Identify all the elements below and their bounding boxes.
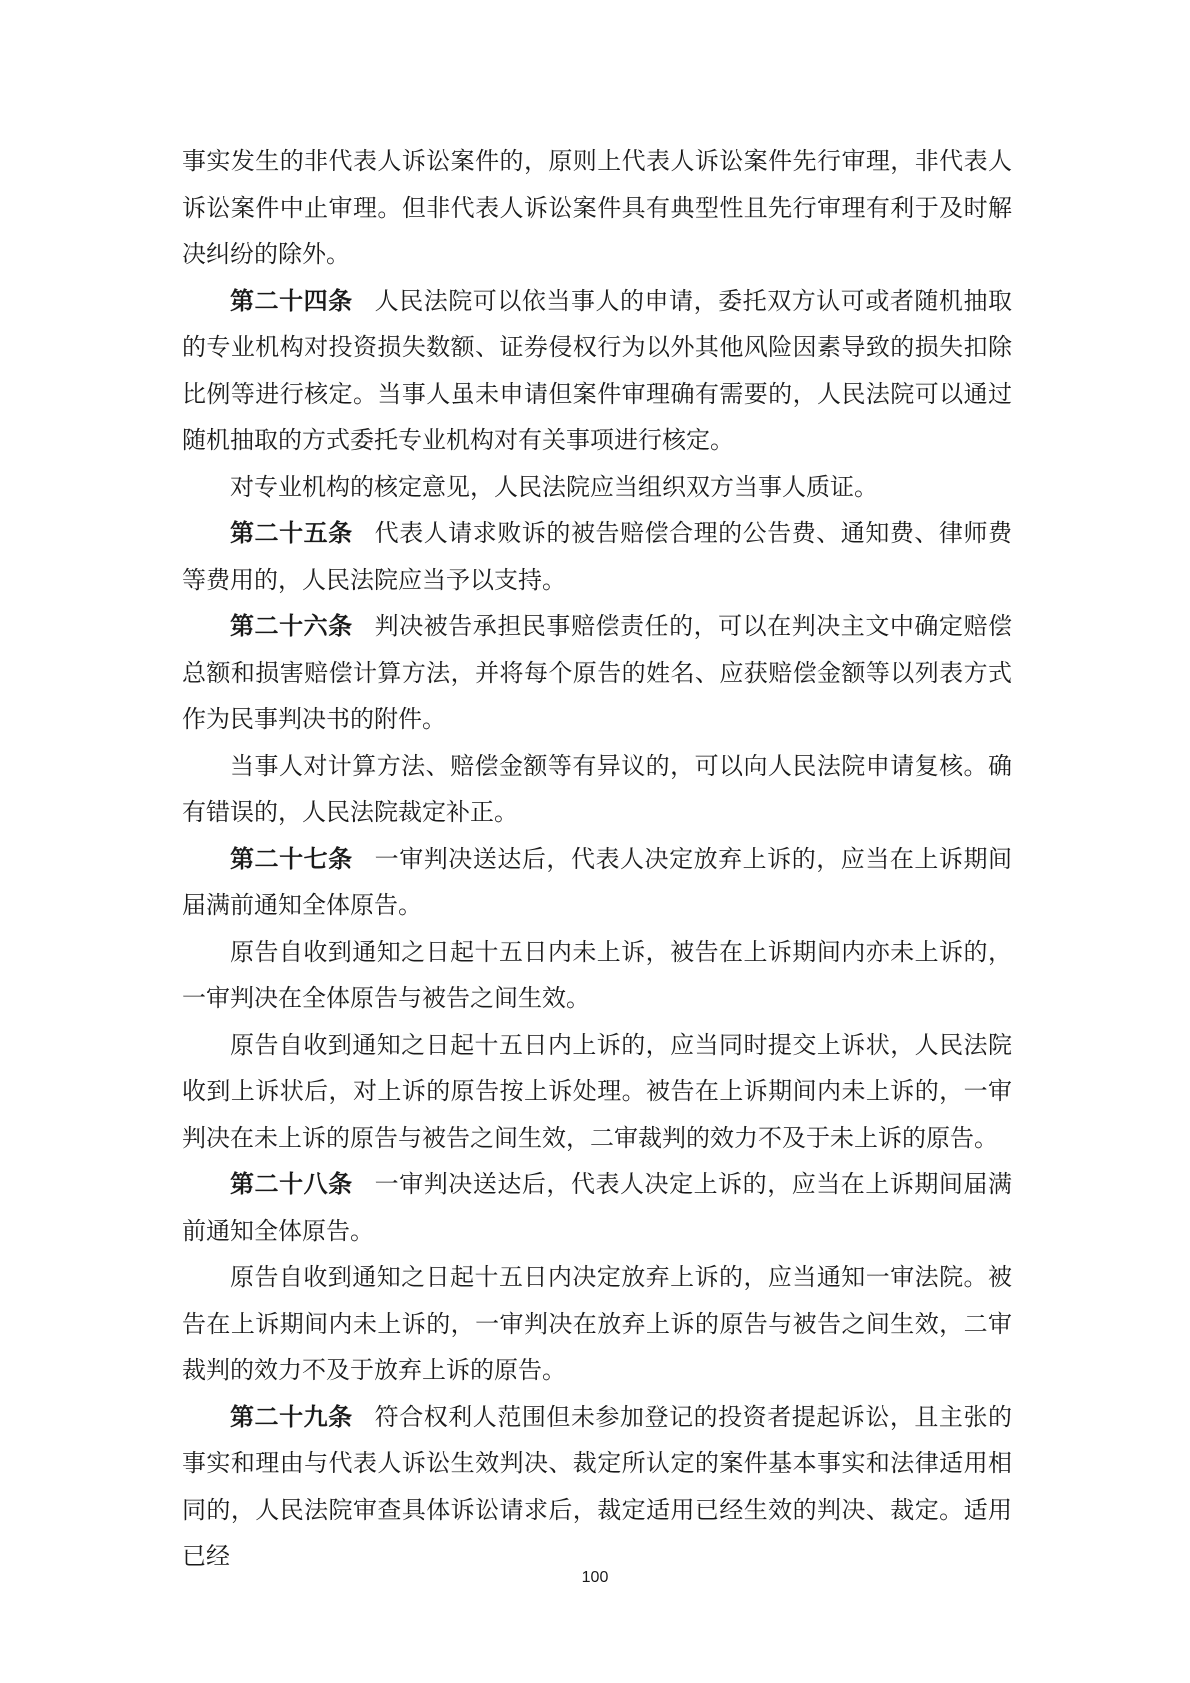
article-25-text: 代表人请求败诉的被告赔偿合理的公告费、通知费、律师费等费用的，人民法院应当予以支持。 <box>182 519 1013 594</box>
article-27-text: 一审判决送达后，代表人决定放弃上诉的，应当在上诉期间届满前通知全体原告。 <box>182 844 1013 919</box>
article-28-text: 一审判决送达后，代表人决定上诉的，应当在上诉期间届满前通知全体原告。 <box>182 1170 1013 1245</box>
paragraph-11 <box>182 1254 1012 1394</box>
article-29 <box>182 1394 1012 1580</box>
paragraph-11-text: 原告自收到通知之日起十五日内决定放弃上诉的，应当通知一审法院。被告在上诉期间内未上诉的，一审判决在放弃上诉的原告与被告之间生效，二审裁判的效力不及于放弃上诉的原告。 <box>182 1263 1012 1384</box>
article-28-title: 第二十八条 <box>230 1169 353 1198</box>
article-29-text: 符合权利人范围但未参加登记的投资者提起诉讼，且主张的事实和理由与代表人诉讼生效判决、裁定所认定的案件基本事实和法律适用相同的，人民法院审查具体诉讼请求后，裁定适用已经生效的判决、裁定。适用已经 <box>182 1402 1013 1570</box>
article-25 <box>182 510 1012 603</box>
article-26-title: 第二十六条 <box>230 611 353 640</box>
page-number: 100 <box>581 1569 609 1586</box>
article-27-title: 第二十七条 <box>230 843 353 873</box>
article-24 <box>182 278 1012 464</box>
article-26-text: 判决被告承担民事赔偿责任的，可以在判决主文中确定赔偿总额和损害赔偿计算方法，并将每个原告的姓名、应获赔偿金额等以列表方式作为民事判决书的附件。 <box>182 612 1013 733</box>
article-29-title: 第二十九条 <box>230 1401 353 1431</box>
paragraph-9-text: 原告自收到通知之日起十五日内上诉的，应当同时提交上诉状，人民法院收到上诉状后，对上诉的原告按上诉处理。被告在上诉期间内未上诉的，一审判决在未上诉的原告与被告之间生效，二审裁判的效力不及于未上诉的原告。 <box>182 1030 1012 1152</box>
article-24-title: 第二十四条 <box>230 285 353 315</box>
paragraph-9 <box>182 1022 1012 1162</box>
document-body <box>182 138 1012 1580</box>
paragraph-8 <box>182 929 1012 1022</box>
paragraph-1 <box>182 138 1012 278</box>
paragraph-3-text: 对专业机构的核定意见，人民法院应当组织双方当事人质证。 <box>230 472 878 501</box>
article-28 <box>182 1161 1012 1254</box>
paragraph-3 <box>182 464 1012 511</box>
paragraph-8-text: 原告自收到通知之日起十五日内未上诉，被告在上诉期间内亦未上诉的，一审判决在全体原告与被告之间生效。 <box>182 937 1012 1012</box>
article-24-text: 人民法院可以依当事人的申请，委托双方认可或者随机抽取的专业机构对投资损失数额、证券侵权行为以外其他风险因素导致的损失扣除比例等进行核定。当事人虽未申请但案件审理确有需要的，人民法院可以通过随机抽取的方式委托专业机构对有关事项进行核定。 <box>182 286 1013 454</box>
article-26 <box>182 603 1012 743</box>
paragraph-1-text: 事实发生的非代表人诉讼案件的，原则上代表人诉讼案件先行审理，非代表人诉讼案件中止审理。但非代表人诉讼案件具有典型性且先行审理有利于及时解决纠纷的除外。 <box>182 147 1012 268</box>
article-25-title: 第二十五条 <box>230 518 353 547</box>
paragraph-6 <box>182 743 1012 836</box>
paragraph-6-text: 当事人对计算方法、赔偿金额等有异议的，可以向人民法院申请复核。确有错误的，人民法院裁定补正。 <box>182 751 1012 826</box>
article-27 <box>182 836 1012 929</box>
